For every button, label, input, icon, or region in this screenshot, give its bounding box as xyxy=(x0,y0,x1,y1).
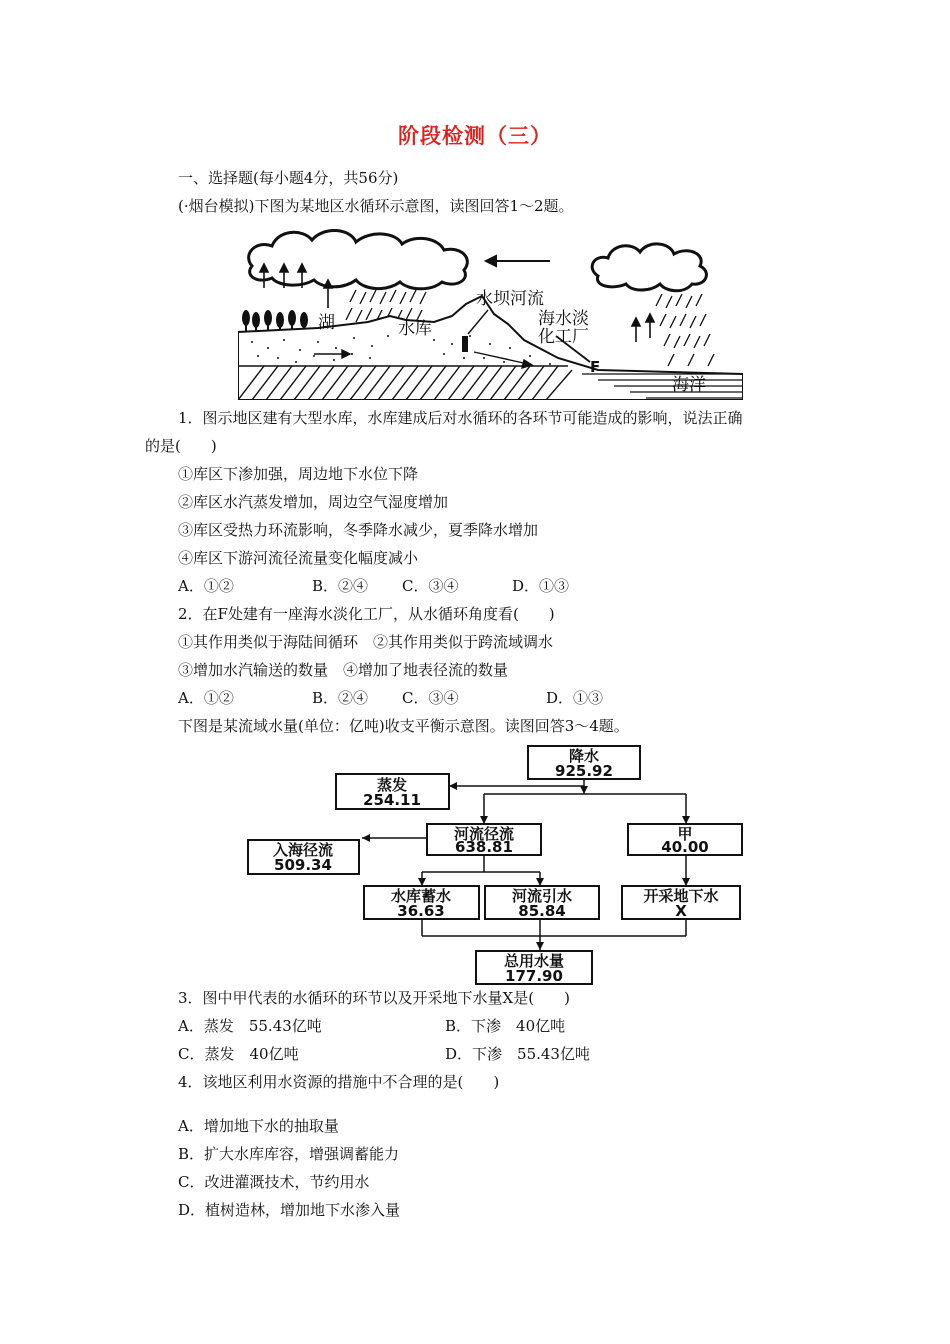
dam-icon xyxy=(462,336,468,352)
groundwater-label: 开采地下水 xyxy=(643,887,719,905)
question-1-option-b[interactable]: B．②④ xyxy=(312,577,369,595)
question-1-statement-3: ③库区受热力环流影响，冬季降水减少，夏季降水增加 xyxy=(178,521,539,539)
wind-arrow-icon xyxy=(486,256,550,266)
question-3-stem: 3．图中甲代表的水循环的环节以及开采地下水量X是( ) xyxy=(178,989,570,1007)
question-1-statement-2: ②库区水汽蒸发增加，周边空气湿度增加 xyxy=(178,493,449,511)
label-desalination-plant-2: 化工厂 xyxy=(538,327,589,347)
water-cycle-diagram xyxy=(238,224,743,400)
question-2-option-b[interactable]: B．②④ xyxy=(312,689,369,707)
question-2-statements-3-4: ③增加水汽输送的数量 ④增加了地表径流的数量 xyxy=(178,661,509,679)
question-4-stem: 4．该地区利用水资源的措施中不合理的是( ) xyxy=(178,1073,500,1091)
river-diversion-value: 85.84 xyxy=(518,902,566,920)
question-2-stem: 2．在F处建有一座海水淡化工厂，从水循环角度看( ) xyxy=(178,605,555,623)
question-1-option-c[interactable]: C．③④ xyxy=(402,577,459,595)
total-water-use-value: 177.90 xyxy=(505,967,563,985)
question-4-option-a[interactable]: A．增加地下水的抽取量 xyxy=(178,1117,339,1135)
question-4-option-b[interactable]: B．扩大水库库容，增强调蓄能力 xyxy=(178,1145,400,1163)
question-4-option-c[interactable]: C．改进灌溉技术，节约用水 xyxy=(178,1173,370,1191)
river-runoff-label: 河流径流 xyxy=(453,825,515,843)
question-3-option-b[interactable]: B．下渗 40亿吨 xyxy=(445,1017,566,1035)
question-1-option-a[interactable]: A．①② xyxy=(178,577,234,595)
precipitation-value: 925.92 xyxy=(555,762,613,780)
evaporation-value: 254.11 xyxy=(363,791,421,809)
jia-label: 甲 xyxy=(677,825,693,843)
question-1-stem-line2: 的是( ) xyxy=(145,437,217,455)
reservoir-storage-value: 36.63 xyxy=(397,902,445,920)
sea-runoff-value: 509.34 xyxy=(274,856,332,874)
precipitation-label: 降水 xyxy=(568,747,600,765)
question-1-statement-4: ④库区下游河流径流量变化幅度减小 xyxy=(178,549,419,567)
question-2-statements-1-2: ①其作用类似于海陆间循环 ②其作用类似于跨流域调水 xyxy=(178,633,554,651)
page-title: 阶段检测（三） xyxy=(398,123,552,148)
question-1-option-d[interactable]: D．①③ xyxy=(512,577,570,595)
sea-runoff-label: 入海径流 xyxy=(272,841,334,859)
cloud-right-icon xyxy=(592,244,706,291)
water-balance-diagram xyxy=(244,744,744,988)
label-dam-river: 水坝河流 xyxy=(476,289,544,309)
total-water-use-label: 总用水量 xyxy=(503,952,565,970)
intro-questions-3-4: 下图是某流域水量(单位：亿吨)收支平衡示意图。读图回答3～4题。 xyxy=(178,717,629,735)
question-3-option-d[interactable]: D．下渗 55.43亿吨 xyxy=(445,1045,590,1063)
jia-value: 40.00 xyxy=(661,838,709,856)
river-runoff-value: 638.81 xyxy=(455,838,513,856)
question-3-option-a[interactable]: A．蒸发 55.43亿吨 xyxy=(178,1017,322,1035)
question-4-option-d[interactable]: D．植树造林，增加地下水渗入量 xyxy=(178,1201,401,1219)
label-desalination-plant-1: 海水淡 xyxy=(538,309,589,329)
groundwater-value: X xyxy=(675,902,687,920)
question-2-option-c[interactable]: C．③④ xyxy=(402,689,459,707)
question-2-option-d[interactable]: D．①③ xyxy=(546,689,604,707)
land-surface xyxy=(238,296,743,400)
label-lake: 湖 xyxy=(318,313,335,333)
question-3-option-c[interactable]: C．蒸发 40亿吨 xyxy=(178,1045,299,1063)
label-ocean: 海洋 xyxy=(672,375,706,395)
question-1-stem-line1: 1．图示地区建有大型水库，水库建成后对水循环的各环节可能造成的影响，说法正确 xyxy=(178,409,743,427)
question-2-option-a[interactable]: A．①② xyxy=(178,689,234,707)
intro-questions-1-2: (·烟台模拟)下图为某地区水循环示意图，读图回答1～2题。 xyxy=(178,197,574,215)
question-1-statement-1: ①库区下渗加强，周边地下水位下降 xyxy=(178,465,419,483)
label-reservoir: 水库 xyxy=(398,319,432,339)
rain-right-icon xyxy=(656,294,714,366)
river-diversion-label: 河流引水 xyxy=(511,887,573,905)
evaporation-label: 蒸发 xyxy=(376,776,408,794)
reservoir-storage-label: 水库蓄水 xyxy=(390,887,452,905)
section-heading: 一、选择题(每小题4分，共56分) xyxy=(178,169,399,187)
cloud-left-icon xyxy=(249,230,468,288)
label-f: F xyxy=(590,358,601,376)
